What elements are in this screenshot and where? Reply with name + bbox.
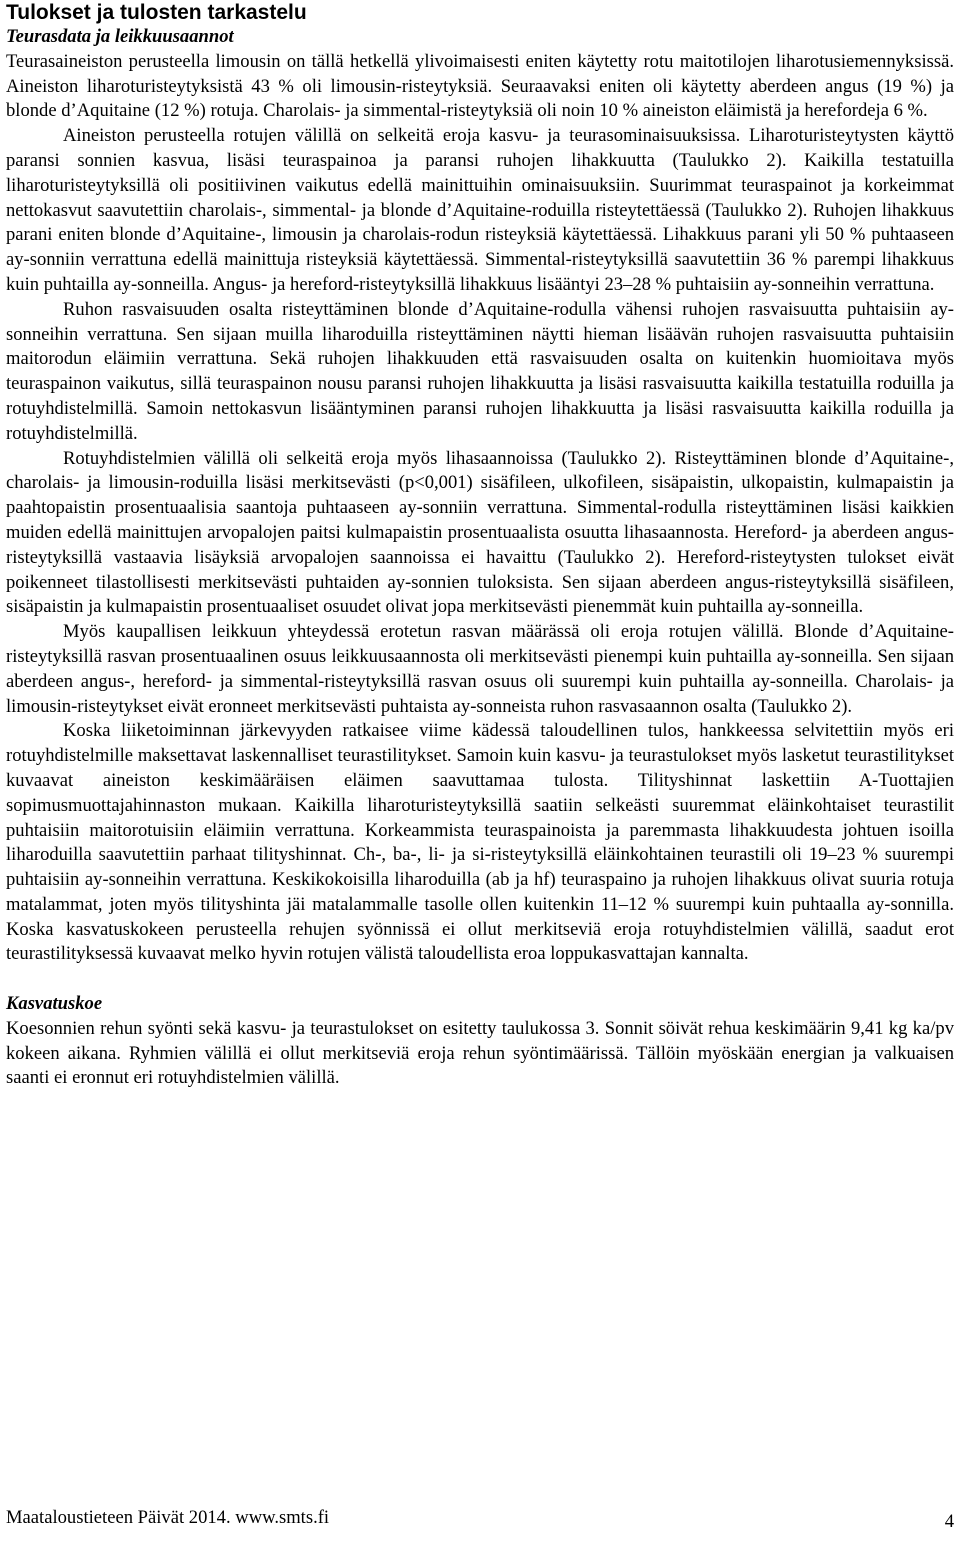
paragraph: Koesonnien rehun syönti sekä kasvu- ja teurastulokset on esitetty taulukossa 3. Sonnit söivät rehua keskimäärin 9,41 kg ka/pv kokeen aikana. Ryhmien välillä ei ollut merkitseviä eroja rehun syöntimäärissä. Tällöin myöskään energian ja valkuaisen saanti ei eronnut eri rotuyhdistelmien välillä. [6, 1017, 954, 1089]
paragraph: Teurasaineiston perusteella limousin on tällä hetkellä ylivoimaisesti eniten käytetty rotu maitotilojen liharotusiemennyksissä. Aineiston liharoturisteytyksistä 43 % oli limousin-risteytyksiä. Seuraavaksi eniten oli käytetty aberdeen angus (19 %) ja blonde d’Aquitaine (12 %) rotuja. Charolais- ja simmental-risteytyksiä oli noin 10 % aineiston eläimistä ja herefordeja 6 %. [6, 50, 954, 122]
paragraph: Ruhon rasvaisuuden osalta risteyttäminen blonde d’Aquitaine-rodulla vähensi ruhojen rasvaisuutta puhtaisiin ay-sonneihin verrattuna. Sen sijaan muilla liharoduilla risteyttäminen näytti hieman lisäävän ruhojen rasvaisuutta puhtaisiin maitorodun eläimiin verrattuna. Sekä ruhojen lihakkuuden että rasvaisuuden osalta on kuitenkin huomioitava myös teuraspainon vaikutus, sillä teuraspainon nousu paransi ruhojen lihakkuutta ja lisäsi rasvaisuutta kaikilla testatuilla roduilla ja rotuyhdistelmillä. Samoin nettokasvun lisääntyminen paransi ruhojen lihakkuutta ja lisäsi rasvaisuutta kaikilla roduilla ja rotuyhdistelmillä. [6, 298, 954, 444]
paragraph: Rotuyhdistelmien välillä oli selkeitä eroja myös lihasaannoissa (Taulukko 2). Risteyttäminen blonde d’Aquitaine-, charolais- ja limousin-roduilla lisäsi merkitsevästi (p<0,001) sisäfileen, ulkofileen, sisäpaistin, ulkopaistin, kulmapaistin ja paahtopaistin prosentuaalisia saantoja puhtaaseen ay-sonniin verrattuna. Simmental-rodulla risteyttäminen lisäsi kaikkien muiden edellä mainittujen arvopalojen paitsi kulmapaistin prosentuaalista osuutta lihasaannosta. Hereford- ja aberdeen angus-risteytyksillä vastaavia lisäyksiä arvopalojen saannoissa ei havaittu (Taulukko 2). Hereford-risteytysten tulokset eivät poikenneet tilastollisesti merkitsevästi puhtaiden ay-sonnien tuloksista. Sen sijaan aberdeen angus-risteytyksillä sisäfileen, sisäpaistin ja kulmapaistin prosentuaaliset osuudet olivat jopa merkitsevästi pienemmät kuin puhtailla ay-sonneilla. [6, 447, 954, 618]
section-title-teurasdata: Teurasdata ja leikkuusaannot [6, 26, 234, 47]
section-title-kasvatuskoe: Kasvatuskoe [6, 993, 103, 1015]
footer-citation: Maataloustieteen Päivät 2014. www.smts.fi [6, 1507, 330, 1528]
page-heading: Tulokset ja tulosten tarkastelu [6, 1, 307, 24]
document-page [6, 0, 954, 1091]
page-number: 4 [944, 1511, 954, 1532]
paragraph: Aineiston perusteella rotujen välillä on selkeitä eroja kasvu- ja teurasominaisuuksissa. Liharoturisteytysten käyttö paransi sonnien kasvua, lisäsi teuraspainoa ja paransi ruhojen lihakkuutta (Taulukko 2). Kaikilla testatuilla liharoturisteytyksillä oli positiivinen vaikutus edellä mainittuihin ominaisuuksiin. Suurimmat teuraspainot ja korkeimmat nettokasvut saavutettiin charolais-, simmental- ja blonde d’Aquitaine-roduilla risteytettäessä (Taulukko 2). Ruhojen lihakkuus parani eniten blonde d’Aquitaine-, limousin ja charolais-rodun risteyksiä käytettäessä. Lihakkuus parani yli 50 % puhtaaseen ay-sonniin verrattuna edellä mainittuja risteyksiä käytettäessä. Simmental-risteytyksillä saavutettiin 36 % parempi lihakkuus kuin puhtailla ay-sonneilla. Angus- ja hereford-risteytyksillä lihakkuus lisääntyi 23–28 % puhtaisiin ay-sonneihin verrattuna. [6, 125, 954, 295]
paragraph: Koska liiketoiminnan järkevyyden ratkaisee viime kädessä taloudellinen tulos, hankkeessa selvitettiin myös eri rotuyhdistelmille maksettavat laskennalliset teurastilitykset. Samoin kuin kasvu- ja teurastulokset myös lasketut teurastilitykset kuvaavat aineiston keskimääräisen eläimen saavuttamaa tulosta. Tilityshinnat laskettiin A-Tuottajien sopimusmuottajahinnaston mukaan. Kaikilla liharoturisteytyksillä saatiin selkeästi suuremmat eläinkohtaiset teurastilit puhtaisiin maitorotuisiin eläimiin verrattuna. Korkeammista teuraspainoista ja paremmasta lihakkuudesta johtuen isoilla liharoduilla saavutettiin parhaat tilityshinnat. Ch-, ba-, li- ja si-risteytyksillä eläinkohtainen teurastili oli 19–23 % suurempi puhtaisiin ay-sonneihin verrattuna. Keskikokoisilla liharoduilla (ab ja hf) teuraspaino ja ruhojen lihakkuus olivat suuria rotuja matalammat, joten myös tilityshinta jäi matalammalle tasolle ollen kuitenkin 11–12 % suurempi kuin puhtaalla ay-sonnilla. Koska kasvatuskokeen perusteella rehujen syönnissä ei ollut merkitseviä eroja rotuyhdistelmien välillä, saadut erot teurastilityksessä kuvaavat melko hyvin rotujen välistä taloudellista eroa loppukasvattajan kannalta. [6, 720, 954, 965]
paragraph: Myös kaupallisen leikkuun yhteydessä erotetun rasvan määrässä oli eroja rotujen välillä. Blonde d’Aquitaine-risteytyksillä rasvan prosentuaalinen osuus leikkuusaannosta oli merkitsevästi pienempi kuin puhtailla ay-sonneilla. Sen sijaan aberdeen angus-, hereford- ja simmental-risteytyksillä rasvan osuus oli suurempi kuin puhtailla ay-sonneilla. Charolais- ja limousin-risteytykset eivät eronneet merkitsevästi puhtaista ay-sonneista ruhon rasvasaannon osalta (Taulukko 2). [6, 621, 954, 717]
